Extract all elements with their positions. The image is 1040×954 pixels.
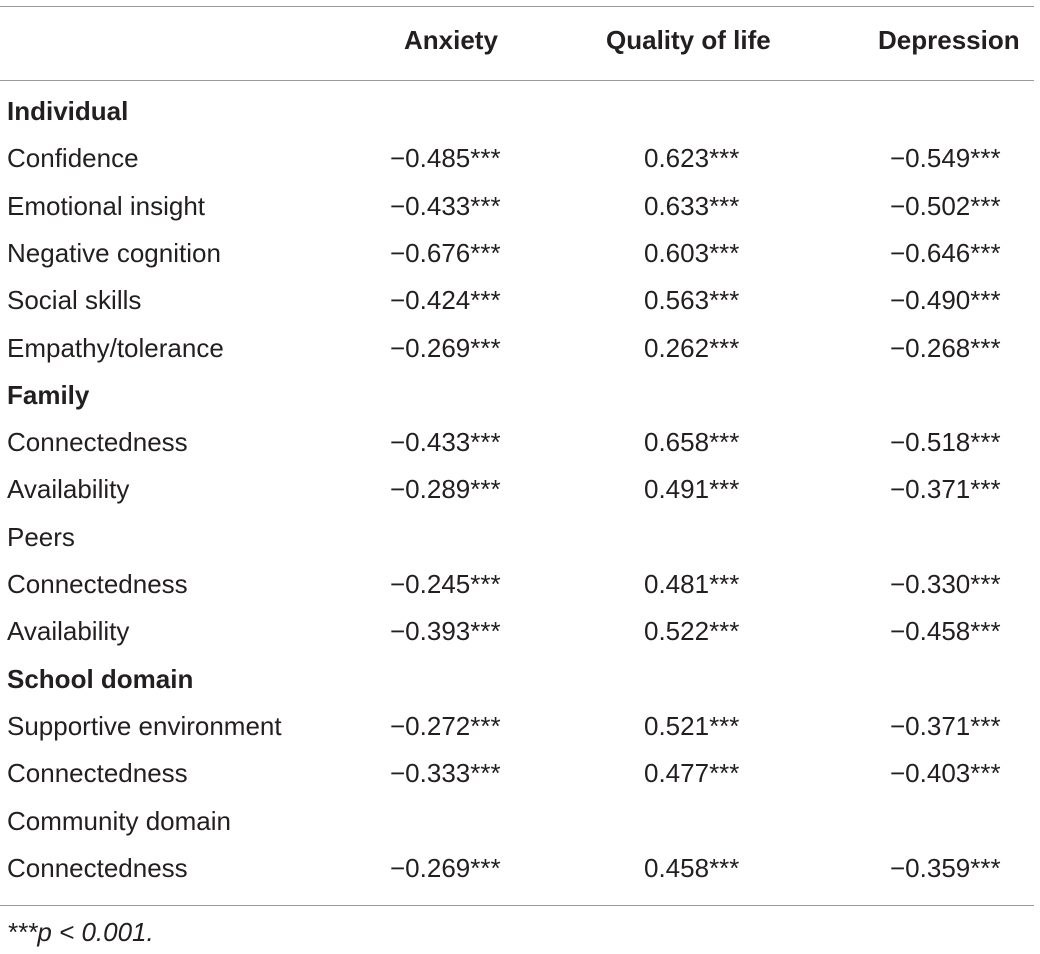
table-bottom-rule bbox=[0, 905, 1034, 906]
cell-depression: −0.549*** bbox=[890, 143, 1001, 174]
section-label: Individual bbox=[7, 96, 129, 126]
row-label: Negative cognition bbox=[7, 237, 221, 268]
header-quality-of-life: Quality of life bbox=[606, 25, 771, 55]
table-row bbox=[0, 703, 1040, 750]
header-depression: Depression bbox=[878, 25, 1020, 55]
header-anxiety: Anxiety bbox=[404, 25, 498, 55]
cell-quality-of-life: 0.623*** bbox=[644, 143, 740, 174]
cell-quality-of-life: 0.521*** bbox=[644, 710, 740, 741]
cell-depression: −0.403*** bbox=[890, 758, 1001, 789]
cell-depression: −0.359*** bbox=[890, 852, 1001, 883]
cell-anxiety: −0.485*** bbox=[390, 143, 501, 174]
table-row bbox=[0, 750, 1040, 797]
cell-quality-of-life: 0.603*** bbox=[644, 237, 740, 268]
row-label: Connectedness bbox=[7, 758, 188, 789]
cell-depression: −0.371*** bbox=[890, 710, 1001, 741]
section-label: School domain bbox=[7, 663, 194, 694]
table-row bbox=[0, 325, 1040, 372]
row-label: Availability bbox=[7, 474, 130, 505]
cell-anxiety: −0.245*** bbox=[390, 569, 501, 599]
cell-anxiety: −0.289*** bbox=[390, 474, 501, 505]
row-label: Connectedness bbox=[7, 569, 188, 599]
table-row bbox=[0, 277, 1040, 324]
table-header-rule bbox=[0, 80, 1034, 81]
cell-anxiety: −0.433*** bbox=[390, 190, 501, 221]
cell-anxiety: −0.424*** bbox=[390, 285, 501, 316]
cell-depression: −0.371*** bbox=[890, 474, 1001, 505]
row-label: Supportive environment bbox=[7, 710, 282, 741]
table-footnote: ***p < 0.001. bbox=[7, 917, 154, 947]
cell-anxiety: −0.333*** bbox=[390, 758, 501, 789]
cell-anxiety: −0.269*** bbox=[390, 332, 501, 363]
section-label: Community domain bbox=[7, 805, 231, 836]
table-top-rule bbox=[0, 6, 1034, 7]
table-row bbox=[0, 183, 1040, 230]
section-row bbox=[0, 372, 1040, 419]
cell-depression: −0.502*** bbox=[890, 190, 1001, 221]
section-row bbox=[0, 798, 1040, 845]
cell-anxiety: −0.433*** bbox=[390, 427, 501, 458]
cell-depression: −0.458*** bbox=[890, 616, 1001, 647]
cell-depression: −0.518*** bbox=[890, 427, 1001, 458]
row-label: Empathy/tolerance bbox=[7, 332, 224, 363]
table-row bbox=[0, 466, 1040, 513]
cell-anxiety: −0.269*** bbox=[390, 852, 501, 883]
section-row bbox=[0, 88, 1040, 135]
table-row bbox=[0, 561, 1040, 608]
cell-quality-of-life: 0.481*** bbox=[644, 569, 740, 599]
cell-quality-of-life: 0.477*** bbox=[644, 758, 740, 789]
cell-anxiety: −0.393*** bbox=[390, 616, 501, 647]
cell-quality-of-life: 0.262*** bbox=[644, 332, 740, 363]
cell-depression: −0.268*** bbox=[890, 332, 1001, 363]
table-row bbox=[0, 135, 1040, 182]
row-label: Connectedness bbox=[7, 427, 188, 458]
cell-quality-of-life: 0.491*** bbox=[644, 474, 740, 505]
table-row bbox=[0, 845, 1040, 892]
row-label: Social skills bbox=[7, 285, 142, 316]
section-label: Peers bbox=[7, 521, 75, 552]
section-row bbox=[0, 514, 1040, 561]
row-label: Availability bbox=[7, 616, 130, 647]
cell-anxiety: −0.676*** bbox=[390, 237, 501, 268]
cell-depression: −0.646*** bbox=[890, 237, 1001, 268]
cell-depression: −0.490*** bbox=[890, 285, 1001, 316]
cell-quality-of-life: 0.563*** bbox=[644, 285, 740, 316]
row-label: Connectedness bbox=[7, 852, 188, 883]
section-row bbox=[0, 656, 1040, 703]
cell-anxiety: −0.272*** bbox=[390, 710, 501, 741]
cell-depression: −0.330*** bbox=[890, 569, 1001, 599]
cell-quality-of-life: 0.458*** bbox=[644, 852, 740, 883]
table-header-row bbox=[0, 17, 1040, 64]
table-row bbox=[0, 230, 1040, 277]
table-row bbox=[0, 608, 1040, 655]
cell-quality-of-life: 0.633*** bbox=[644, 190, 740, 221]
row-label: Confidence bbox=[7, 143, 139, 174]
cell-quality-of-life: 0.658*** bbox=[644, 427, 740, 458]
row-label: Emotional insight bbox=[7, 190, 205, 221]
table-row bbox=[0, 419, 1040, 466]
section-label: Family bbox=[7, 379, 90, 410]
cell-quality-of-life: 0.522*** bbox=[644, 616, 740, 647]
